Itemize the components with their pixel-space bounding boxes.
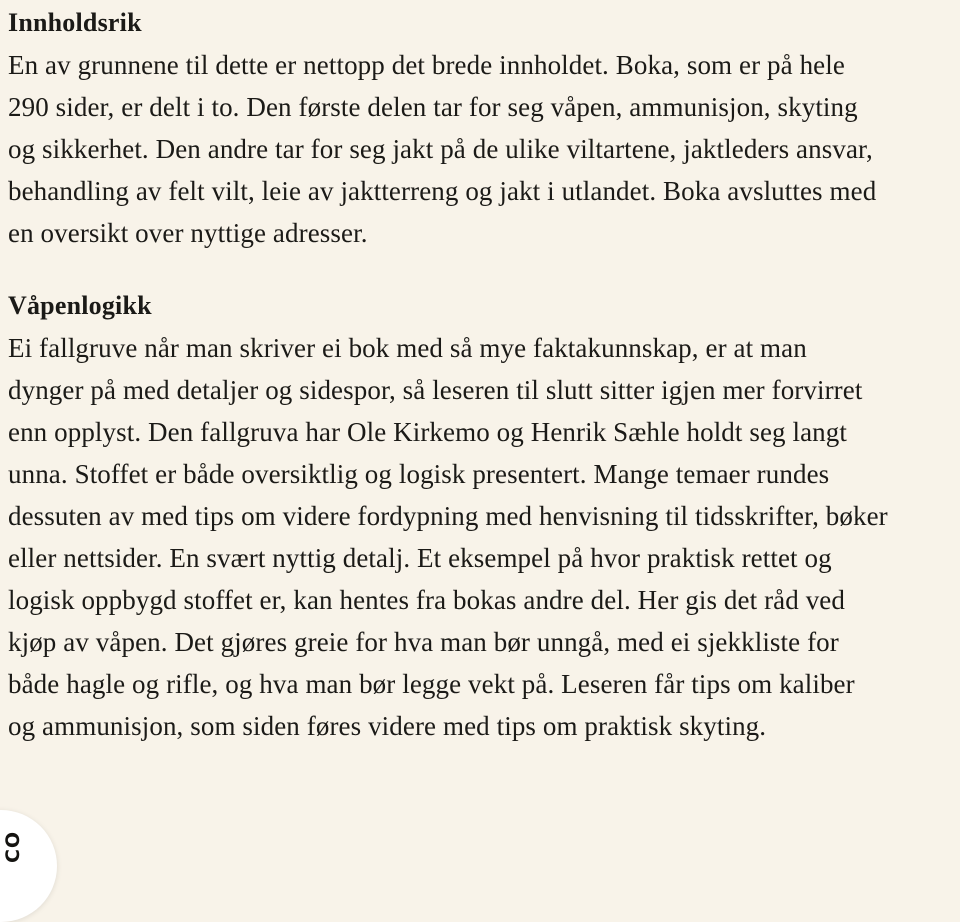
section-heading: Innholdsrik xyxy=(8,8,142,37)
section-innholdsrik xyxy=(8,2,888,254)
section-vapenlogikk xyxy=(8,285,888,747)
floating-logo-badge[interactable] xyxy=(0,810,57,922)
section-heading: Våpenlogikk xyxy=(8,291,152,320)
section-paragraph: En av grunnene til dette er nettopp det brede innholdet. Boka, som er på hele 290 sider, er delt i to. Den første delen tar for seg våpen, ammunisjon, skyting og sikkerhet. Den andre tar for seg jakt på de ulike viltartene, jaktleders ansvar, behandling av felt vilt, leie av jaktterreng og jakt i utlandet. Boka avsluttes med en oversikt over nyttige adresser. xyxy=(8,50,877,248)
section-paragraph: Ei fallgruve når man skriver ei bok med så mye faktakunnskap, er at man dynger på med detaljer og sidespor, så leseren til slutt sitter igjen mer forvirret enn opplyst. Den fallgruva har Ole Kirkemo og Henrik Sæhle holdt seg langt unna. Stoffet er både oversiktlig og logisk presentert. Mange temaer rundes dessuten av med tips om videre fordypning med henvisning til tidsskrifter, bøker eller nettsider. En svært nyttig detalj. Et eksempel på hvor praktisk rettet og logisk oppbygd stoffet er, kan hentes fra bokas andre del. Her gis det råd ved kjøp av våpen. Det gjøres greie for hva man bør unngå, med ei sjekkliste for både hagle og rifle, og hva man bør legge vekt på. Leseren får tips om kaliber og ammunisjon, som siden føres videre med tips om praktisk skyting. xyxy=(8,333,888,741)
logo-badge-label: CO xyxy=(2,830,25,864)
